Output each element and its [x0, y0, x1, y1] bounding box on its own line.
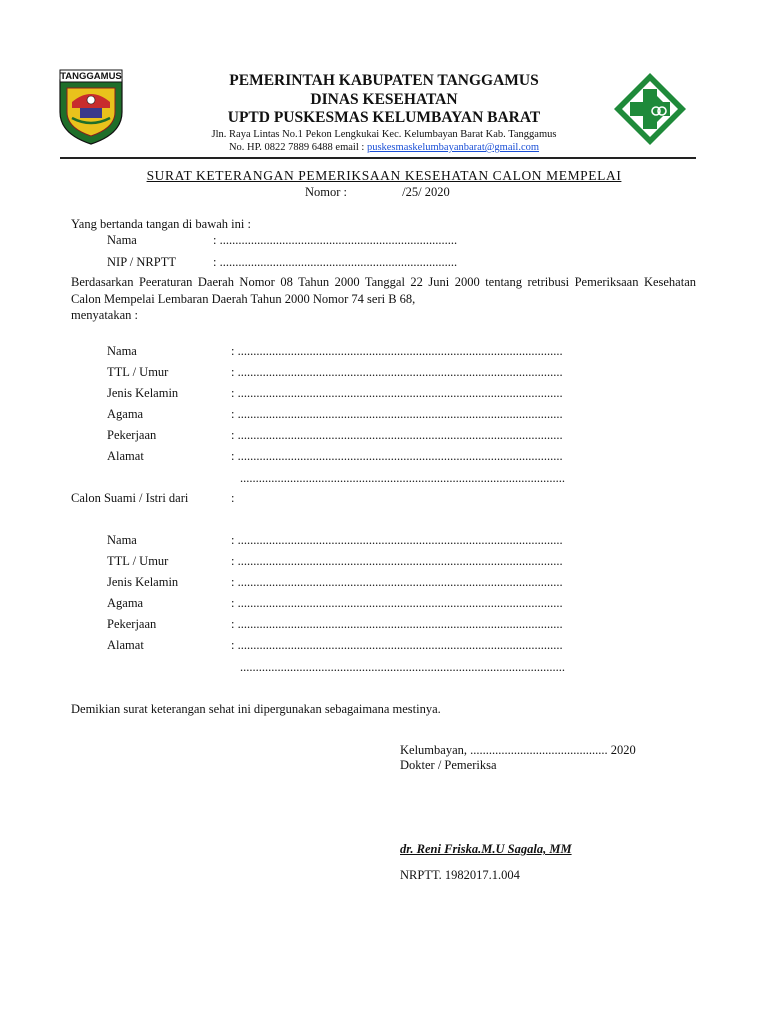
signer-name-label: Nama	[107, 233, 137, 247]
signer-full-name: dr. Reni Friska.M.U Sagala, MM	[400, 842, 572, 856]
document-title: SURAT KETERANGAN PEMERIKSAAN KESEHATAN CALON MEMPELAI	[146, 168, 622, 183]
person2-ttl-label: TTL / Umur	[107, 554, 169, 568]
regulation-paragraph	[71, 274, 696, 324]
person1-address-value: : ........................................................................................................	[231, 449, 563, 463]
person2-ttl-value: : ........................................................................................................	[231, 554, 563, 568]
person1-job-label: Pekerjaan	[107, 428, 157, 442]
closing-statement: Demikian surat keterangan sehat ini dipergunakan sebagaimana mestinya.	[71, 702, 441, 716]
person1-address-cont: ........................................................................................................	[240, 471, 565, 485]
person2-job-value: : ........................................................................................................	[231, 617, 563, 631]
signer-name-value: : ............................................................................	[213, 233, 458, 247]
signer-nip-label: NIP / NRPTT	[107, 255, 176, 269]
person1-address-label: Alamat	[107, 449, 144, 463]
letterhead-rule	[60, 157, 696, 159]
person1-job-value: : ........................................................................................................	[231, 428, 563, 442]
header-department: DINAS KESEHATAN	[310, 91, 458, 108]
signer-nrptt: NRPTT. 1982017.1.004	[400, 868, 520, 882]
person2-address-cont: ........................................................................................................	[240, 660, 565, 674]
person1-religion-value: : ........................................................................................................	[231, 407, 563, 421]
spouse-colon: :	[231, 491, 235, 505]
email-link[interactable]: puskesmaskelumbayanbarat@gmail.com	[366, 142, 540, 153]
regulation-paragraph-last: menyatakan :	[71, 308, 138, 322]
person2-religion-label: Agama	[107, 596, 144, 610]
header-government: PEMERINTAH KABUPATEN TANGGAMUS	[229, 72, 539, 89]
emblem-label: TANGGAMUS	[60, 71, 122, 82]
person2-religion-value: : ........................................................................................................	[231, 596, 563, 610]
place-date: Kelumbayan, ............................................ 2020	[400, 743, 636, 757]
person1-gender-label: Jenis Kelamin	[107, 386, 179, 400]
regulation-paragraph-body: Berdasarkan Peeraturan Daerah Nomor 08 Tahun 2000 Tanggal 22 Juni 2000 tentang retribusi Pemeriksaan Kesehatan Calon Mempelai Lembaran Daerah Tahun 2000 Nomor 74 seri B 68,	[71, 275, 696, 306]
person1-gender-value: : ........................................................................................................	[231, 386, 563, 400]
person1-religion-label: Agama	[107, 407, 144, 421]
signer-role: Dokter / Pemeriksa	[400, 758, 497, 772]
person2-address-value: : ........................................................................................................	[231, 638, 563, 652]
document-number	[305, 185, 450, 200]
contact-text: No. HP. 0822 7889 6488 email :	[228, 142, 367, 153]
spouse-label: Calon Suami / Istri dari	[71, 491, 189, 505]
person2-name-value: : ........................................................................................................	[231, 533, 563, 547]
person1-name-label: Nama	[107, 344, 137, 358]
person2-gender-value: : ........................................................................................................	[231, 575, 563, 589]
person2-address-label: Alamat	[107, 638, 144, 652]
nomor-label: Nomor :	[305, 185, 348, 199]
person1-name-value: : ........................................................................................................	[231, 344, 563, 358]
person2-name-label: Nama	[107, 533, 137, 547]
nomor-value: /25/ 2020	[402, 185, 450, 199]
person2-job-label: Pekerjaan	[107, 617, 157, 631]
header-unit: UPTD PUSKESMAS KELUMBAYAN BARAT	[227, 109, 541, 126]
person1-ttl-value: : ........................................................................................................	[231, 365, 563, 379]
header-contact	[0, 142, 768, 153]
intro-text: Yang bertanda tangan di bawah ini :	[71, 217, 251, 231]
header-address: Jln. Raya Lintas No.1 Pekon Lengkukai Kec. Kelumbayan Barat Kab. Tanggamus	[211, 129, 557, 140]
person1-ttl-label: TTL / Umur	[107, 365, 169, 379]
person2-gender-label: Jenis Kelamin	[107, 575, 179, 589]
signer-nip-value: : ............................................................................	[213, 255, 458, 269]
